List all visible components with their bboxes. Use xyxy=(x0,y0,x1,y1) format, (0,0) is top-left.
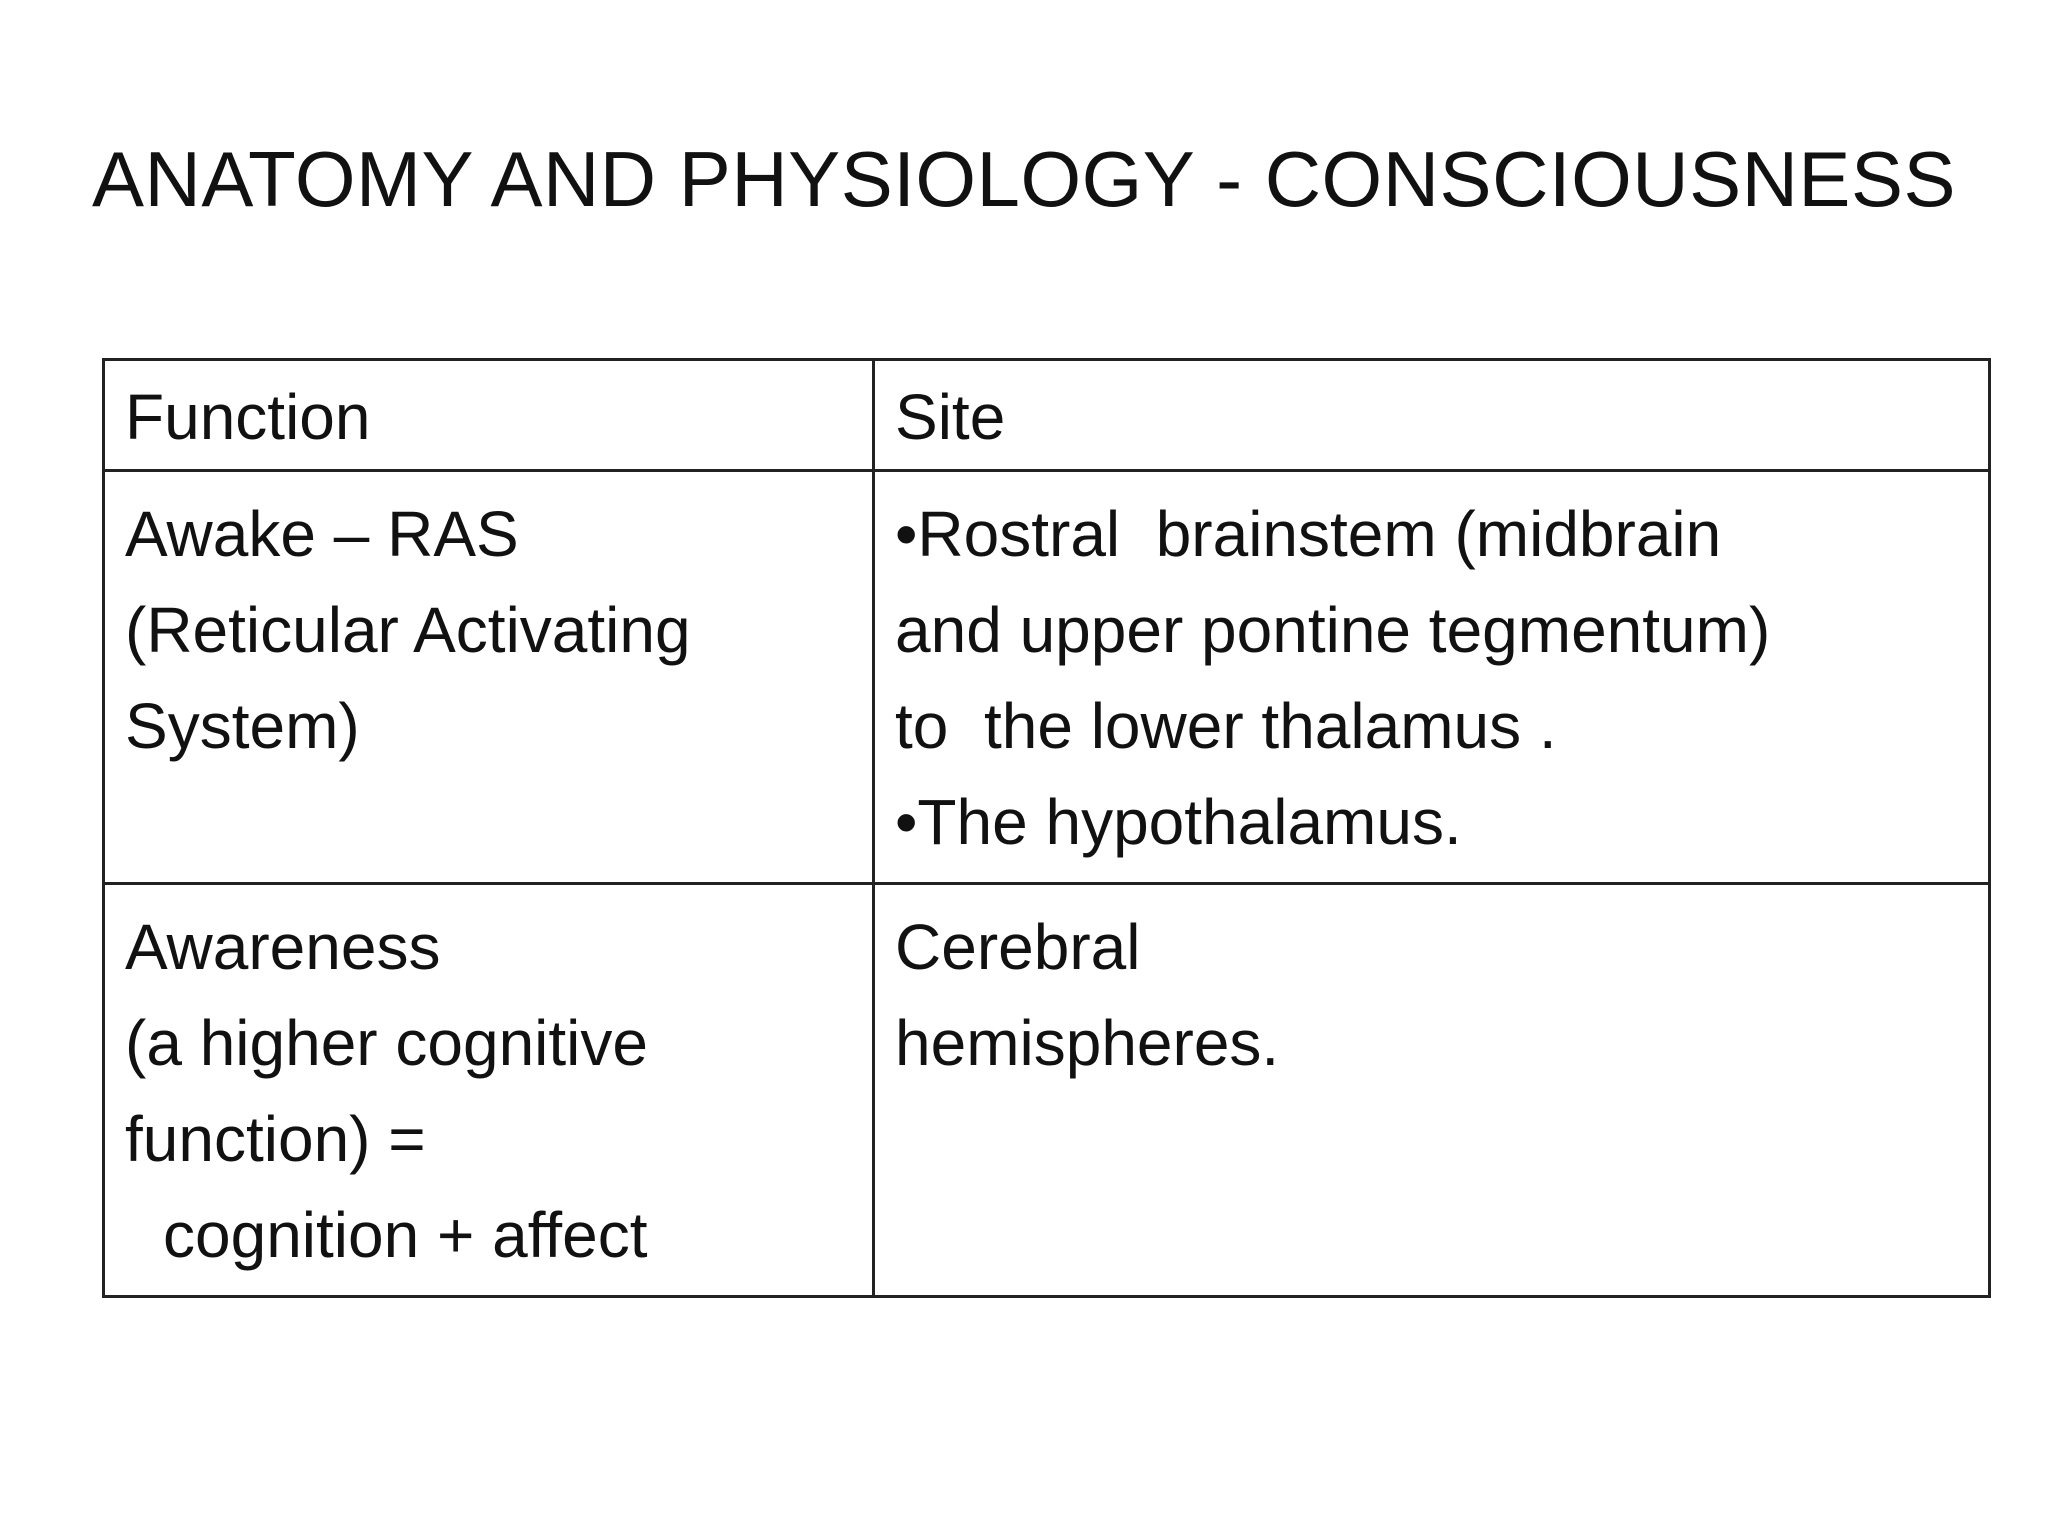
slide-title: ANATOMY AND PHYSIOLOGY - CONSCIOUSNESS xyxy=(92,135,1956,223)
cell-site-awake xyxy=(874,471,1990,884)
cell-text-line: (a higher cognitive xyxy=(125,1007,648,1079)
cell-text-line: to the lower thalamus . xyxy=(895,690,1557,762)
cell-site-awareness xyxy=(874,884,1990,1297)
table-row-awareness xyxy=(104,884,1990,1297)
cell-text-line: System) xyxy=(125,690,360,762)
cell-function-awareness xyxy=(104,884,874,1297)
cell-text-line: and upper pontine tegmentum) xyxy=(895,594,1771,666)
header-function xyxy=(104,360,874,471)
table-row-awake xyxy=(104,471,1990,884)
cell-text-line: hemispheres. xyxy=(895,1007,1280,1079)
cell-text-line: cognition + affect xyxy=(163,1199,648,1271)
cell-text-line: Cerebral xyxy=(895,911,1141,983)
cell-text-line: •Rostral brainstem (midbrain xyxy=(895,498,1722,570)
cell-text-line: Awake – RAS xyxy=(125,498,519,570)
table-header-row xyxy=(104,360,1990,471)
cell-function-awake xyxy=(104,471,874,884)
cell-text-line: •The hypothalamus. xyxy=(895,786,1462,858)
function-site-table xyxy=(102,358,1991,1298)
cell-text-line: (Reticular Activating xyxy=(125,594,691,666)
header-site xyxy=(874,360,1990,471)
header-function-label: Function xyxy=(125,381,371,453)
cell-text-line: Awareness xyxy=(125,911,441,983)
cell-text-line: function) = xyxy=(125,1103,426,1175)
header-site-label: Site xyxy=(895,381,1006,453)
